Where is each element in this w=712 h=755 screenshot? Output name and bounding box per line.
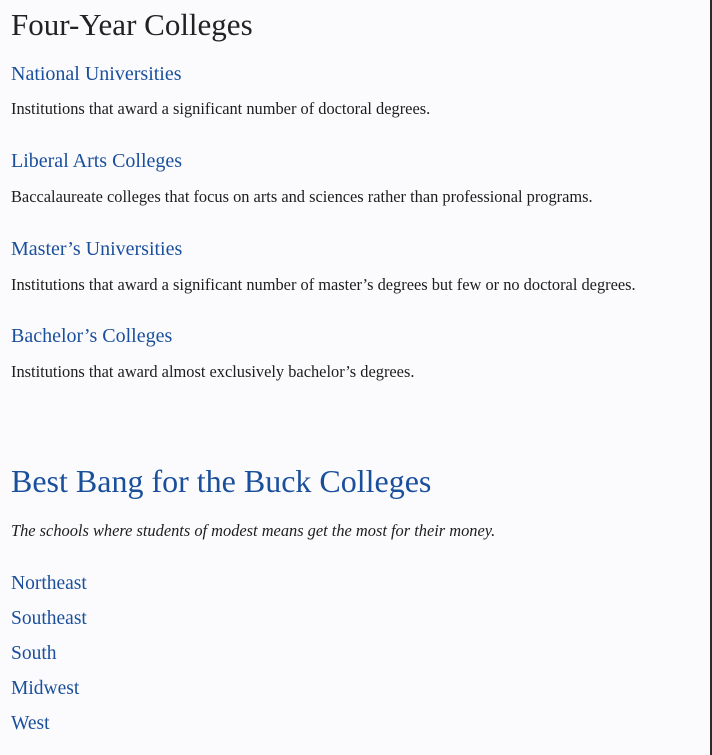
best-bang-heading: Best Bang for the Buck Colleges: [11, 463, 432, 499]
liberal-arts-colleges-description: Baccalaureate colleges that focus on arts and sciences rather than professional programs.: [11, 187, 593, 206]
four-year-colleges-heading: Four-Year Colleges: [11, 7, 253, 42]
bachelors-colleges-description: Institutions that award almost exclusively bachelor’s degrees.: [11, 362, 415, 381]
masters-universities-description: Institutions that award a significant number of master’s degrees but few or no doctoral degrees.: [11, 275, 636, 294]
masters-universities-link[interactable]: Master’s Universities: [11, 238, 183, 260]
best-bang-subtitle: The schools where students of modest means get the most for their money.: [11, 521, 496, 540]
region-link-midwest[interactable]: Midwest: [11, 678, 80, 699]
national-universities-description: Institutions that award a significant number of doctoral degrees.: [11, 99, 431, 118]
region-link-northeast[interactable]: Northeast: [11, 573, 87, 594]
liberal-arts-colleges-link[interactable]: Liberal Arts Colleges: [11, 150, 183, 172]
region-link-southeast[interactable]: Southeast: [11, 608, 87, 629]
bachelors-colleges-link[interactable]: Bachelor’s Colleges: [11, 325, 173, 347]
region-link-west[interactable]: West: [11, 713, 50, 734]
region-link-south[interactable]: South: [11, 643, 57, 664]
national-universities-link[interactable]: National Universities: [11, 63, 182, 85]
